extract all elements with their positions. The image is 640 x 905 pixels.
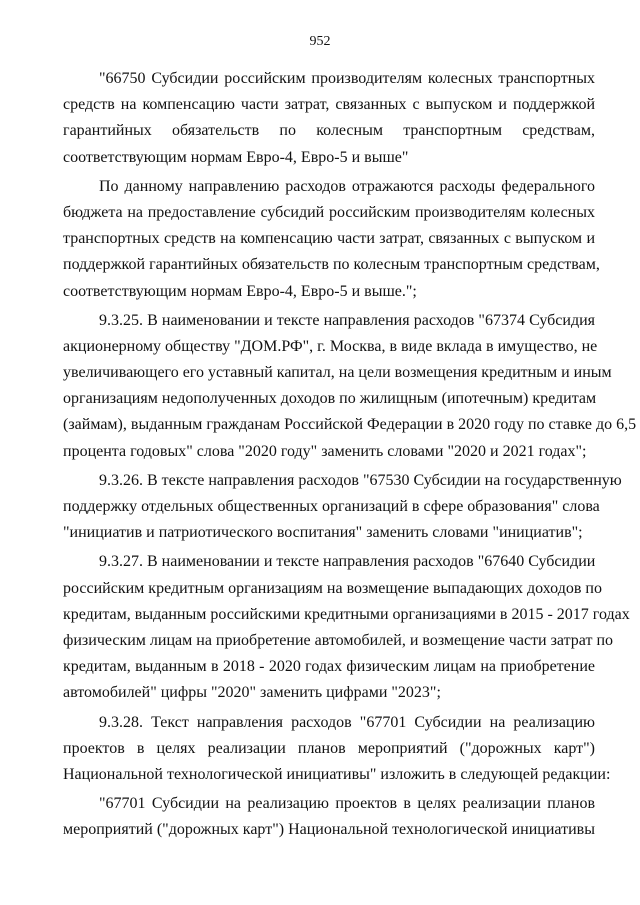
text-line: 9.3.27. В наименовании и тексте направления расходов "67640 Субсидии bbox=[99, 553, 596, 571]
paragraph-66750-description bbox=[63, 174, 600, 305]
text-line: гарантийных обязательств по колесным транспортным средствам, bbox=[63, 122, 595, 140]
text-line: 9.3.28. Текст направления расходов "67701 Субсидии на реализацию bbox=[99, 713, 595, 731]
text-line: поддержку отдельных общественных организаций в сфере образования" слова bbox=[63, 498, 600, 515]
text-line: 9.3.26. В тексте направления расходов "67530 Субсидии на государственную bbox=[99, 471, 622, 489]
text-line: физическим лицам на приобретение автомобилей, и возмещение части затрат по bbox=[63, 631, 614, 649]
text-line: "инициатив и патриотического воспитания" заменить словами "инициатив"; bbox=[63, 524, 583, 542]
text-line: Национальной технологической инициативы" изложить в следующей редакции: bbox=[63, 765, 611, 783]
text-line: средств на компенсацию части затрат, связанных с выпуском и поддержкой bbox=[63, 96, 595, 114]
text-line: "66750 Субсидии российским производителям колесных транспортных bbox=[99, 70, 595, 87]
paragraph-9-3-27 bbox=[63, 549, 630, 706]
paragraph-67701-title bbox=[63, 791, 595, 843]
text-line: транспортных средств на компенсацию части затрат, связанных с выпуском и bbox=[63, 230, 595, 248]
text-line: поддержкой гарантийных обязательств по колесным транспортным средствам, bbox=[63, 256, 600, 274]
text-line: процента годовых" слова "2020 году" заменить словами "2020 и 2021 годах"; bbox=[63, 442, 587, 460]
text-line: бюджета на предоставление субсидий российским производителям колесных bbox=[63, 203, 595, 221]
text-line: мероприятий ("дорожных карт") Национальной технологической инициативы bbox=[63, 821, 595, 839]
text-line: кредитам, выданным в 2018 - 2020 годах физическим лицам на приобретение bbox=[63, 658, 595, 676]
text-line: увеличивающего его уставный капитал, на цели возмещения кредитным и иным bbox=[63, 364, 612, 382]
paragraph-9-3-26 bbox=[63, 468, 622, 547]
paragraph-9-3-25 bbox=[63, 308, 637, 465]
text-line: (займам), выданным гражданам Российской Федерации в 2020 году по ставке до 6,5 bbox=[63, 416, 637, 434]
text-line: соответствующим нормам Евро-4, Евро-5 и выше" bbox=[63, 148, 409, 166]
text-line: российским кредитным организациям на возмещение выпадающих доходов по bbox=[63, 579, 602, 597]
text-line: автомобилей" цифры "2020" заменить цифрами "2023"; bbox=[63, 684, 441, 702]
text-line: проектов в целях реализации планов мероприятий ("дорожных карт") bbox=[63, 739, 595, 757]
text-line: акционерному обществу "ДОМ.РФ", г. Москва, в виде вклада в имущество, не bbox=[63, 337, 598, 355]
text-line: кредитам, выданным российскими кредитными организациями в 2015 - 2017 годах bbox=[63, 605, 630, 623]
text-line: По данному направлению расходов отражаются расходы федерального bbox=[99, 177, 595, 195]
page-number: 952 bbox=[309, 34, 331, 49]
paragraph-9-3-28 bbox=[63, 710, 611, 789]
text-line: "67701 Субсидии на реализацию проектов в целях реализации планов bbox=[99, 795, 595, 813]
text-line: 9.3.25. В наименовании и тексте направления расходов "67374 Субсидия bbox=[99, 311, 595, 329]
text-line: организациям недополученных доходов по жилищным (ипотечным) кредитам bbox=[63, 390, 597, 408]
document-body bbox=[63, 66, 637, 846]
paragraph-66750-title bbox=[63, 66, 595, 171]
text-line: соответствующим нормам Евро-4, Евро-5 и выше."; bbox=[63, 282, 417, 300]
